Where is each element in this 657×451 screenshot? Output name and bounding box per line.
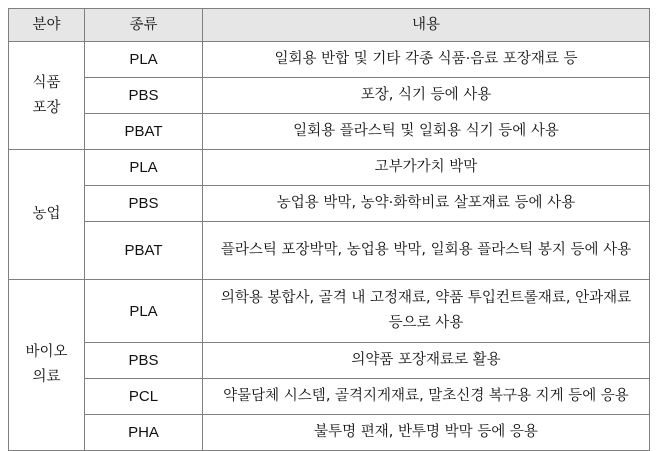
table-row [9, 343, 650, 379]
table-row [9, 280, 650, 343]
field-cell-agriculture [9, 150, 85, 280]
table-row [9, 78, 650, 114]
table-row [9, 415, 650, 451]
field-label: 식품 포장 [32, 74, 61, 116]
type-cell: PLA [85, 42, 203, 78]
table-row [9, 150, 650, 186]
content-cell: 의약품 포장재료로 활용 [203, 343, 650, 379]
field-cell-bio-medical [9, 280, 85, 451]
type-cell: PCL [85, 379, 203, 415]
content-cell: 농업용 박막, 농약·화학비료 살포재료 등에 사용 [203, 186, 650, 222]
application-table [8, 8, 650, 451]
table-row [9, 114, 650, 150]
content-cell: 고부가가치 박막 [203, 150, 650, 186]
content-cell: 일회용 반합 및 기타 각종 식품·음료 포장재료 등 [203, 42, 650, 78]
content-text: 의학용 봉합사, 골격 내 고정재료, 약품 투입컨트롤재료, 안과재료 등으로 사용 [220, 290, 632, 331]
type-cell: PLA [85, 150, 203, 186]
content-cell: 일회용 플라스틱 및 일회용 식기 등에 사용 [203, 114, 650, 150]
header-content: 내용 [203, 9, 650, 42]
content-cell: 약물담체 시스템, 골격지게재료, 말초신경 복구용 지게 등에 응용 [203, 379, 650, 415]
field-label: 농업 [32, 206, 61, 222]
table-row [9, 186, 650, 222]
type-cell: PBS [85, 186, 203, 222]
type-cell: PBAT [85, 114, 203, 150]
content-cell: 포장, 식기 등에 사용 [203, 78, 650, 114]
type-cell: PBS [85, 78, 203, 114]
content-cell: 불투명 편재, 반투명 박막 등에 응용 [203, 415, 650, 451]
content-cell: 플라스틱 포장박막, 농업용 박막, 일회용 플라스틱 봉지 등에 사용 [203, 222, 650, 280]
table-row [9, 42, 650, 78]
table-row [9, 222, 650, 280]
content-cell [203, 280, 650, 343]
header-type: 종류 [85, 9, 203, 42]
type-cell: PBS [85, 343, 203, 379]
type-cell: PBAT [85, 222, 203, 280]
header-row [9, 9, 650, 42]
table-row [9, 379, 650, 415]
type-cell: PHA [85, 415, 203, 451]
type-cell: PLA [85, 280, 203, 343]
header-field: 분야 [9, 9, 85, 42]
field-label: 바이오 의료 [25, 344, 68, 385]
field-cell-food-packaging [9, 42, 85, 150]
